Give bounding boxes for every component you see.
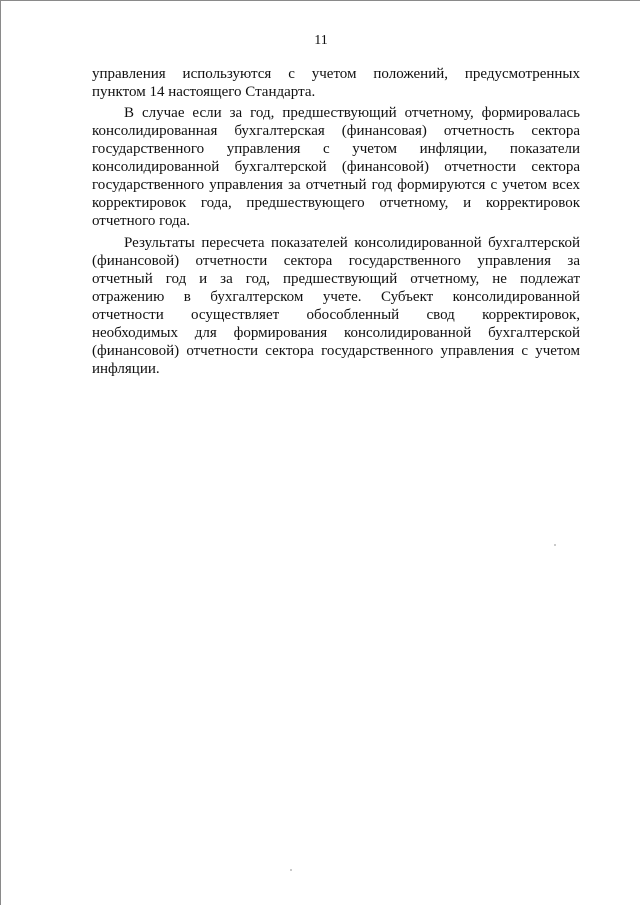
paragraph-line: управления используются с учетом положений, предусмотренных [92, 66, 580, 82]
paragraph-line: отчетный год и за год, предшествующий отчетному, не подлежат [92, 271, 580, 287]
paragraph-line: (финансовой) отчетности сектора государственного управления за [92, 253, 580, 269]
paragraph-line: (финансовой) отчетности сектора государственного управления с учетом [92, 343, 580, 359]
paragraph-line: необходимых для формирования консолидированной бухгалтерской [92, 325, 580, 341]
paragraph-line: отчетности осуществляет обособленный свод корректировок, [92, 307, 580, 323]
paragraph-line: корректировок года, предшествующего отчетному, и корректировок [92, 195, 580, 211]
paragraph-line: государственного управления с учетом инфляции, показатели [92, 141, 580, 157]
paragraph-line: отчетного года. [92, 213, 191, 229]
paragraph-line: инфляции. [92, 361, 160, 377]
paragraph-line: отражению в бухгалтерском учете. Субъект консолидированной [92, 289, 580, 305]
scan-speck [290, 869, 292, 871]
paragraph-1 [92, 65, 580, 101]
paragraph-line: Результаты пересчета показателей консолидированной бухгалтерской [124, 235, 580, 251]
page-number: 11 [314, 33, 328, 48]
paragraph-line: государственного управления за отчетный год формируются с учетом всех [92, 177, 580, 193]
scan-speck [554, 544, 556, 546]
paragraph-line: консолидированная бухгалтерская (финансовая) отчетность сектора [92, 123, 580, 139]
paragraph-line: консолидированной бухгалтерской (финансовой) отчетности сектора [92, 159, 580, 175]
paragraph-line: В случае если за год, предшествующий отчетному, формировалась [124, 105, 580, 121]
paragraph-2 [92, 104, 580, 230]
paragraph-line: пунктом 14 настоящего Стандарта. [92, 84, 316, 100]
paragraph-3 [92, 234, 580, 378]
